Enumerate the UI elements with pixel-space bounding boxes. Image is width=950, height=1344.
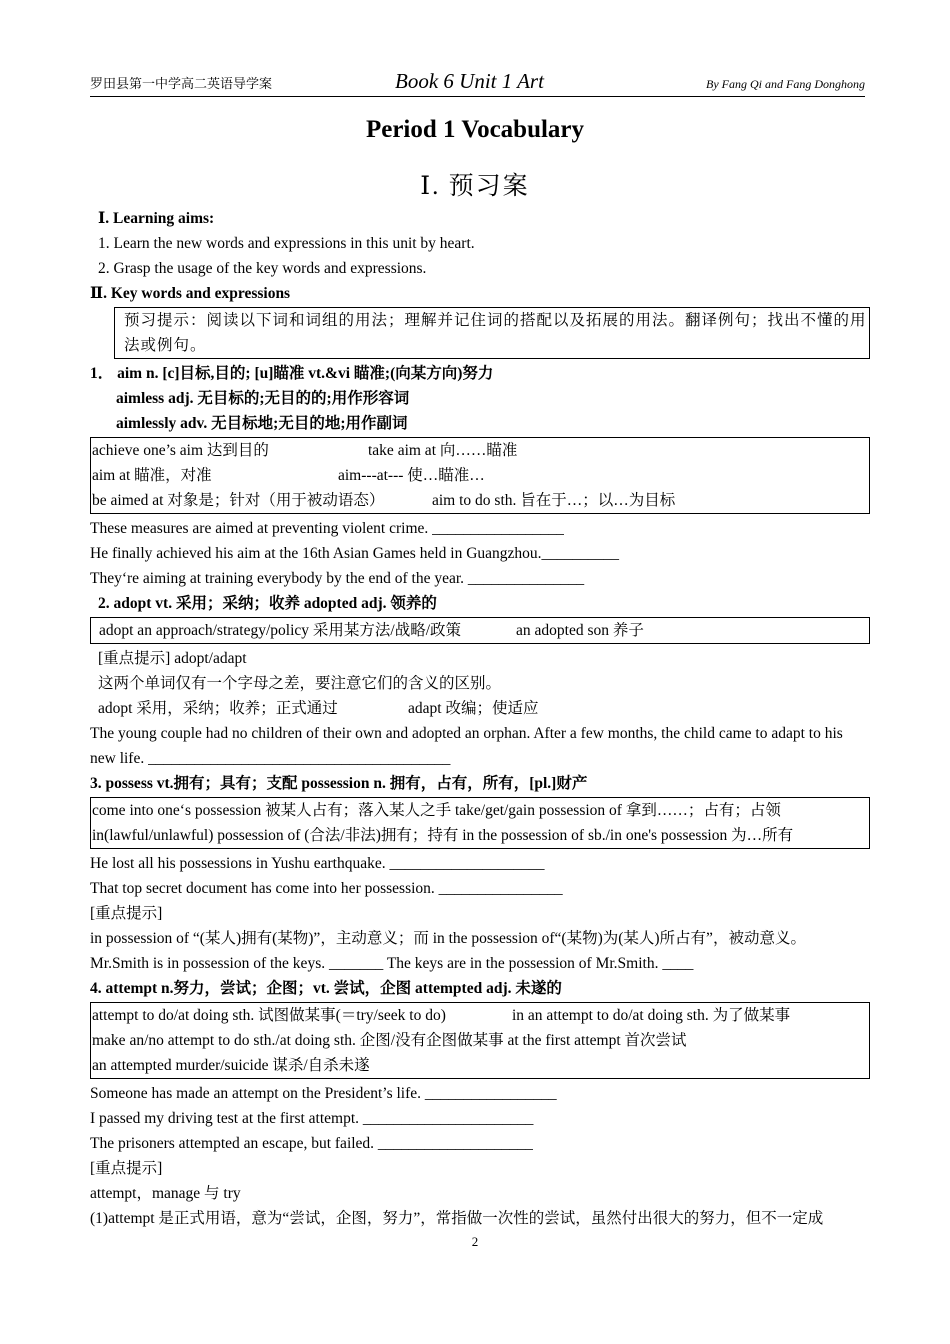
attempt-note-label: [重点提示] (90, 1160, 163, 1177)
aim-phrases-box (90, 437, 870, 514)
page-title: Period 1 Vocabulary (365, 116, 585, 143)
preview-hint-box (114, 307, 870, 359)
possess-phrases-box (90, 797, 870, 849)
learning-aim-1: 1. Learn the new words and expressions in this unit by heart. (98, 235, 475, 252)
phrase-in-an-attempt: in an attempt to do/at doing sth. 为了做某事 (512, 1007, 791, 1024)
key-words-heading: Ⅱ. Key words and expressions (90, 285, 291, 302)
possess-example-1: He lost all his possessions in Yushu earthquake. ____________________ (90, 855, 545, 872)
aim-example-2: He finally achieved his aim at the 16th Asian Games held in Guangzhou.__________ (90, 545, 620, 562)
adopt-note-1: 这两个单词仅有一个字母之差，要注意它们的含义的区别。 (98, 675, 502, 692)
document-body (90, 206, 870, 1231)
phrase-take-aim-at: take aim at 向……瞄准 (368, 442, 518, 459)
possess-example-2: That top secret document has come into her possession. ________________ (90, 880, 563, 897)
preview-hint-line-2: 法或例句。 (124, 337, 207, 354)
possess-note-label: [重点提示] (90, 905, 163, 922)
adopt-note-label: [重点提示] adopt/adapt (98, 650, 247, 667)
header-school: 罗田县第一中学高二英语导学案 (90, 76, 273, 91)
attempt-note-2: (1)attempt 是正式用语，意为“尝试，企图，努力”，常指做一次性的尝试，虽然付出很大的努力，但不一定成 (90, 1210, 824, 1227)
word-aimless: aimless adj. 无目标的;无目的的;用作形容词 (116, 390, 410, 407)
attempt-note-1: attempt，manage 与 try (90, 1185, 241, 1202)
header-book-title: Book 6 Unit 1 Art (395, 69, 544, 93)
phrase-attempt-to-do: attempt to do/at doing sth. 试图做某事(＝try/seek to do) (92, 1007, 446, 1024)
phrase-attempted-murder: an attempted murder/suicide 谋杀/自杀未遂 (92, 1057, 370, 1074)
possess-note-2: Mr.Smith is in possession of the keys. _______ The keys are in the possession of Mr.Smith. ____ (90, 955, 694, 972)
word-aim-heading: 1． aim n. [c]目标,目的; [u]瞄准 vt.&vi 瞄准;(向某方向)努力 (90, 365, 494, 382)
word-attempt-heading: 4. attempt n.努力，尝试；企图；vt. 尝试，企图 attempted adj. 未遂的 (90, 980, 562, 997)
adopt-example: The young couple had no children of their own and adopted an orphan. After a few months, the child came to adapt to his new life. _______________________________________ (90, 725, 843, 767)
page-subtitle: Ⅰ. 预习案 (420, 173, 530, 200)
word-adopt-heading: 2. adopt vt. 采用；采纳；收养 adopted adj. 领养的 (98, 595, 437, 612)
attempt-example-2: I passed my driving test at the first attempt. ______________________ (90, 1110, 534, 1127)
page-number: 2 (471, 1234, 479, 1249)
phrase-aim-at-at: aim---at--- 使…瞄准… (338, 467, 485, 484)
possess-phrases-line-2: in(lawful/unlawful) possession of (合法/非法)拥有；持有 in the possession of sb./in one's possession 为…所有 (92, 827, 794, 844)
word-possess-heading: 3. possess vt.拥有；具有；支配 possession n. 拥有，占有，所有，[pl.]财产 (90, 775, 588, 792)
phrase-achieve-aim: achieve one’s aim 达到目的 (92, 442, 269, 459)
word-aimlessly: aimlessly adv. 无目标地;无目的地;用作副词 (116, 415, 408, 432)
phrase-adopt-approach: adopt an approach/strategy/policy 采用某方法/战略/政策 (99, 622, 462, 639)
learning-aim-2: 2. Grasp the usage of the key words and expressions. (98, 260, 427, 277)
attempt-example-1: Someone has made an attempt on the President’s life. _________________ (90, 1085, 557, 1102)
attempt-phrases-box (90, 1002, 870, 1079)
attempt-example-3: The prisoners attempted an escape, but failed. ____________________ (90, 1135, 533, 1152)
adapt-meaning: adapt 改编；使适应 (408, 700, 539, 717)
phrase-make-attempt: make an/no attempt to do sth./at doing sth. 企图/没有企图做某事 at the first attempt 首次尝试 (92, 1032, 687, 1049)
learning-aims-heading: Ⅰ. Learning aims: (98, 210, 215, 227)
aim-example-1: These measures are aimed at preventing violent crime. _________________ (90, 520, 564, 537)
preview-hint-line-1: 预习提示：阅读以下词和词组的用法；理解并记住词的搭配以及拓展的用法。翻译例句；找出不懂的用 (124, 312, 867, 329)
phrase-adopted-son: an adopted son 养子 (516, 622, 644, 639)
possess-phrases-line-1: come into one‘s possession 被某人占有；落入某人之手 take/get/gain possession of 拿到……；占有；占领 (92, 802, 781, 819)
phrase-be-aimed-at: be aimed at 对象是；针对（用于被动语态） (92, 492, 385, 509)
page-header (90, 64, 865, 97)
phrase-aim-to-do: aim to do sth. 旨在于…；以…为目标 (432, 492, 676, 509)
header-authors: By Fang Qi and Fang Donghong (706, 77, 865, 91)
possess-note-1: in possession of “(某人)拥有(某物)”，主动意义；而 in the possession of“(某物)为(某人)所占有”，被动意义。 (90, 930, 806, 947)
phrase-aim-at: aim at 瞄准，对准 (92, 467, 212, 484)
adopt-phrases-box (90, 617, 870, 644)
aim-example-3: They‘re aiming at training everybody by the end of the year. _______________ (90, 570, 585, 587)
adopt-meaning: adopt 采用，采纳；收养；正式通过 (98, 700, 338, 717)
